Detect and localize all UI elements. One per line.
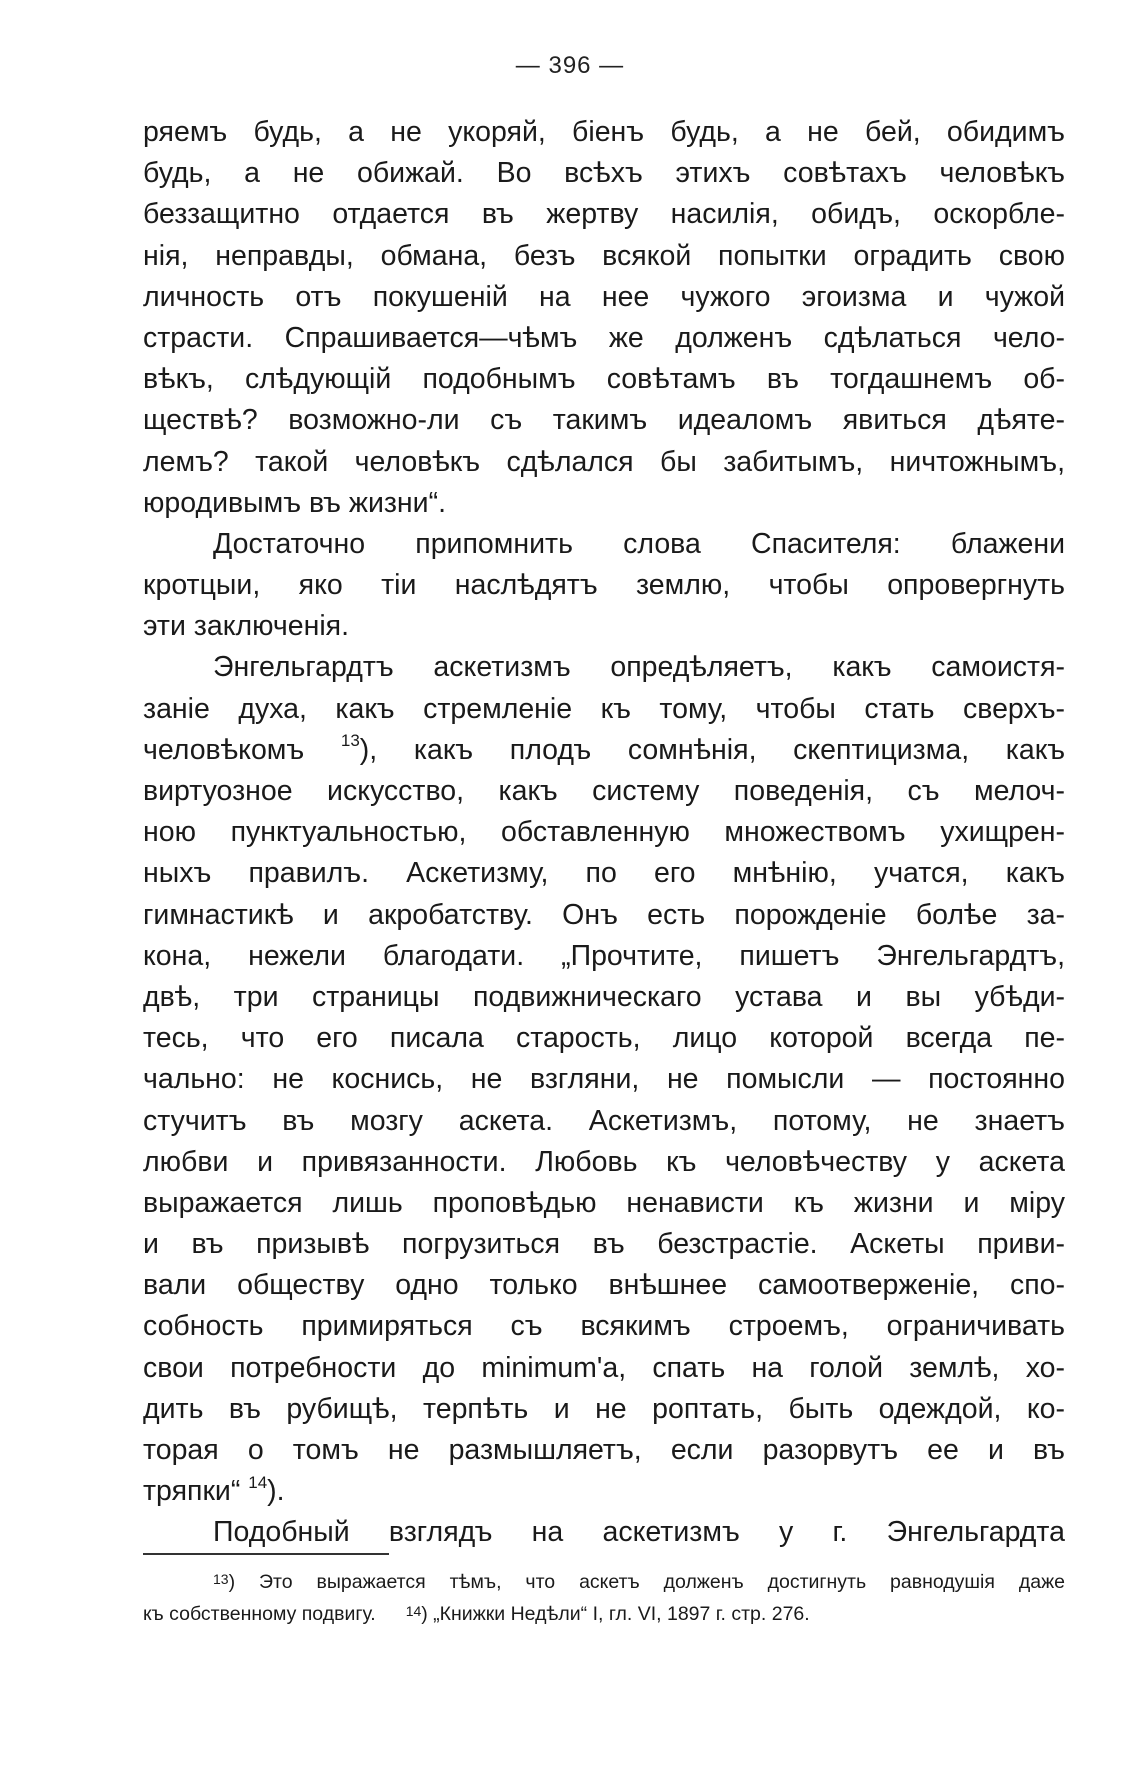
text-line: страсти. Спрашивается—чѣмъ же долженъ сдѣлаться чело- [143, 321, 1065, 354]
text-line: вали обществу одно только внѣшнее самоотверженіе, спо- [143, 1269, 1065, 1302]
text-line: Подобный взглядъ на аскетизмъ у г. Энгельгардта [213, 1516, 1065, 1549]
text-segment: ). [267, 1475, 285, 1508]
text-line: ныхъ правилъ. Аскетизму, по его мнѣнію, учатся, какъ [143, 857, 1065, 890]
text-line: двѣ, три страницы подвижническаго устава и вы убѣди- [143, 980, 1065, 1013]
footnote-ref-13: 13 [340, 731, 360, 751]
text-line: ною пунктуальностью, обставленную множествомъ ухищрен- [143, 816, 1065, 849]
footnote-text: ) Это выражается тѣмъ, что аскетъ долженъ достигнуть равнодушія даже [228, 1571, 1065, 1593]
text-line: чально: не коснись, не взгляни, не помысли — постоянно [143, 1063, 1065, 1096]
text-line: и въ призывѣ погрузиться въ безстрастіе. Аскеты приви- [143, 1228, 1065, 1261]
footnote-marker: 13 [213, 1571, 229, 1587]
text-line: стучитъ въ мозгу аскета. Аскетизмъ, потому, не знаетъ [143, 1104, 1065, 1137]
text-line: ряемъ будь, а не укоряй, біенъ будь, а не бей, обидимъ [143, 116, 1065, 148]
text-line: торая о томъ не размышляетъ, если разорвутъ ее и въ [143, 1434, 1065, 1466]
text-segment: ), какъ плодъ сомнѣнія, скептицизма, какъ [359, 733, 1066, 766]
text-line: кротцыи, яко тіи наслѣдятъ землю, чтобы опровергнуть [143, 569, 1065, 602]
text-line: свои потребности до minimum'a, спать на голой землѣ, хо- [143, 1351, 1065, 1384]
text-line-with-footnote-ref [143, 1471, 1065, 1512]
footnotes [143, 1566, 1065, 1630]
text-line: дить въ рубищѣ, терпѣть и не роптать, быть одеждой, ко- [143, 1392, 1065, 1425]
footnote-text: ) „Книжки Недѣли“ І, гл. VI, 1897 г. стр. 276. [421, 1603, 810, 1625]
text-line: выражается лишь проповѣдью ненависти къ жизни и міру [143, 1186, 1065, 1219]
text-line: ществѣ? возможно-ли съ такимъ идеаломъ явиться дѣяте- [143, 404, 1065, 437]
page-number: — 396 — [515, 52, 625, 79]
text-line: тесь, что его писала старость, лицо которой всегда пе- [143, 1022, 1065, 1055]
text-line: Достаточно припомнить слова Спасителя: блажени [213, 527, 1065, 560]
text-line: кона, нежели благодати. „Прочтите, пишетъ Энгельгардтъ, [143, 939, 1065, 972]
text-line: будь, а не обижай. Во всѣхъ этихъ совѣтахъ человѣкъ [143, 157, 1065, 190]
text-line: гимнастикѣ и акробатству. Онъ есть порожденіе болѣе за- [143, 898, 1065, 931]
footnote-text: къ собственному подвигу. [143, 1603, 376, 1625]
text-line: Энгельгардтъ аскетизмъ опредѣляетъ, какъ самоистя- [213, 651, 1065, 684]
text-line-with-footnote-ref [143, 730, 1065, 771]
footnote-13 [143, 1566, 1065, 1598]
text-line: собность примиряться съ всякимъ строемъ, ограничивать [143, 1310, 1065, 1343]
text-line: любви и привязанности. Любовь къ человѣчеству у аскета [143, 1145, 1065, 1178]
footnote-divider [143, 1553, 389, 1555]
footnote-marker: 14 [405, 1603, 422, 1619]
text-line: юродивымъ въ жизни“. [143, 486, 446, 519]
text-line: нія, неправды, обмана, безъ всякой попытки оградить свою [143, 239, 1065, 272]
text-segment: тряпки“ [143, 1475, 249, 1508]
footnote-ref-14: 14 [248, 1472, 268, 1492]
text-line: виртуозное искусство, какъ систему поведенія, съ мелоч- [143, 775, 1065, 807]
text-line: лемъ? такой человѣкъ сдѣлался бы забитымъ, ничтожнымъ, [143, 445, 1065, 478]
text-segment: человѣкомъ [143, 733, 341, 766]
text-line: вѣкъ, слѣдующій подобнымъ совѣтамъ въ тогдашнемъ об- [143, 363, 1065, 396]
text-line: личность отъ покушеній на нее чужого эгоизма и чужой [143, 280, 1065, 313]
body-text [143, 112, 1065, 1554]
footnote-13-14-line [143, 1598, 1065, 1630]
text-line: заніе духа, какъ стремленіе къ тому, чтобы стать сверхъ- [143, 692, 1065, 725]
text-line: эти заключенія. [143, 610, 350, 643]
text-line: беззащитно отдается въ жертву насилія, обидъ, оскорбле- [143, 198, 1065, 231]
